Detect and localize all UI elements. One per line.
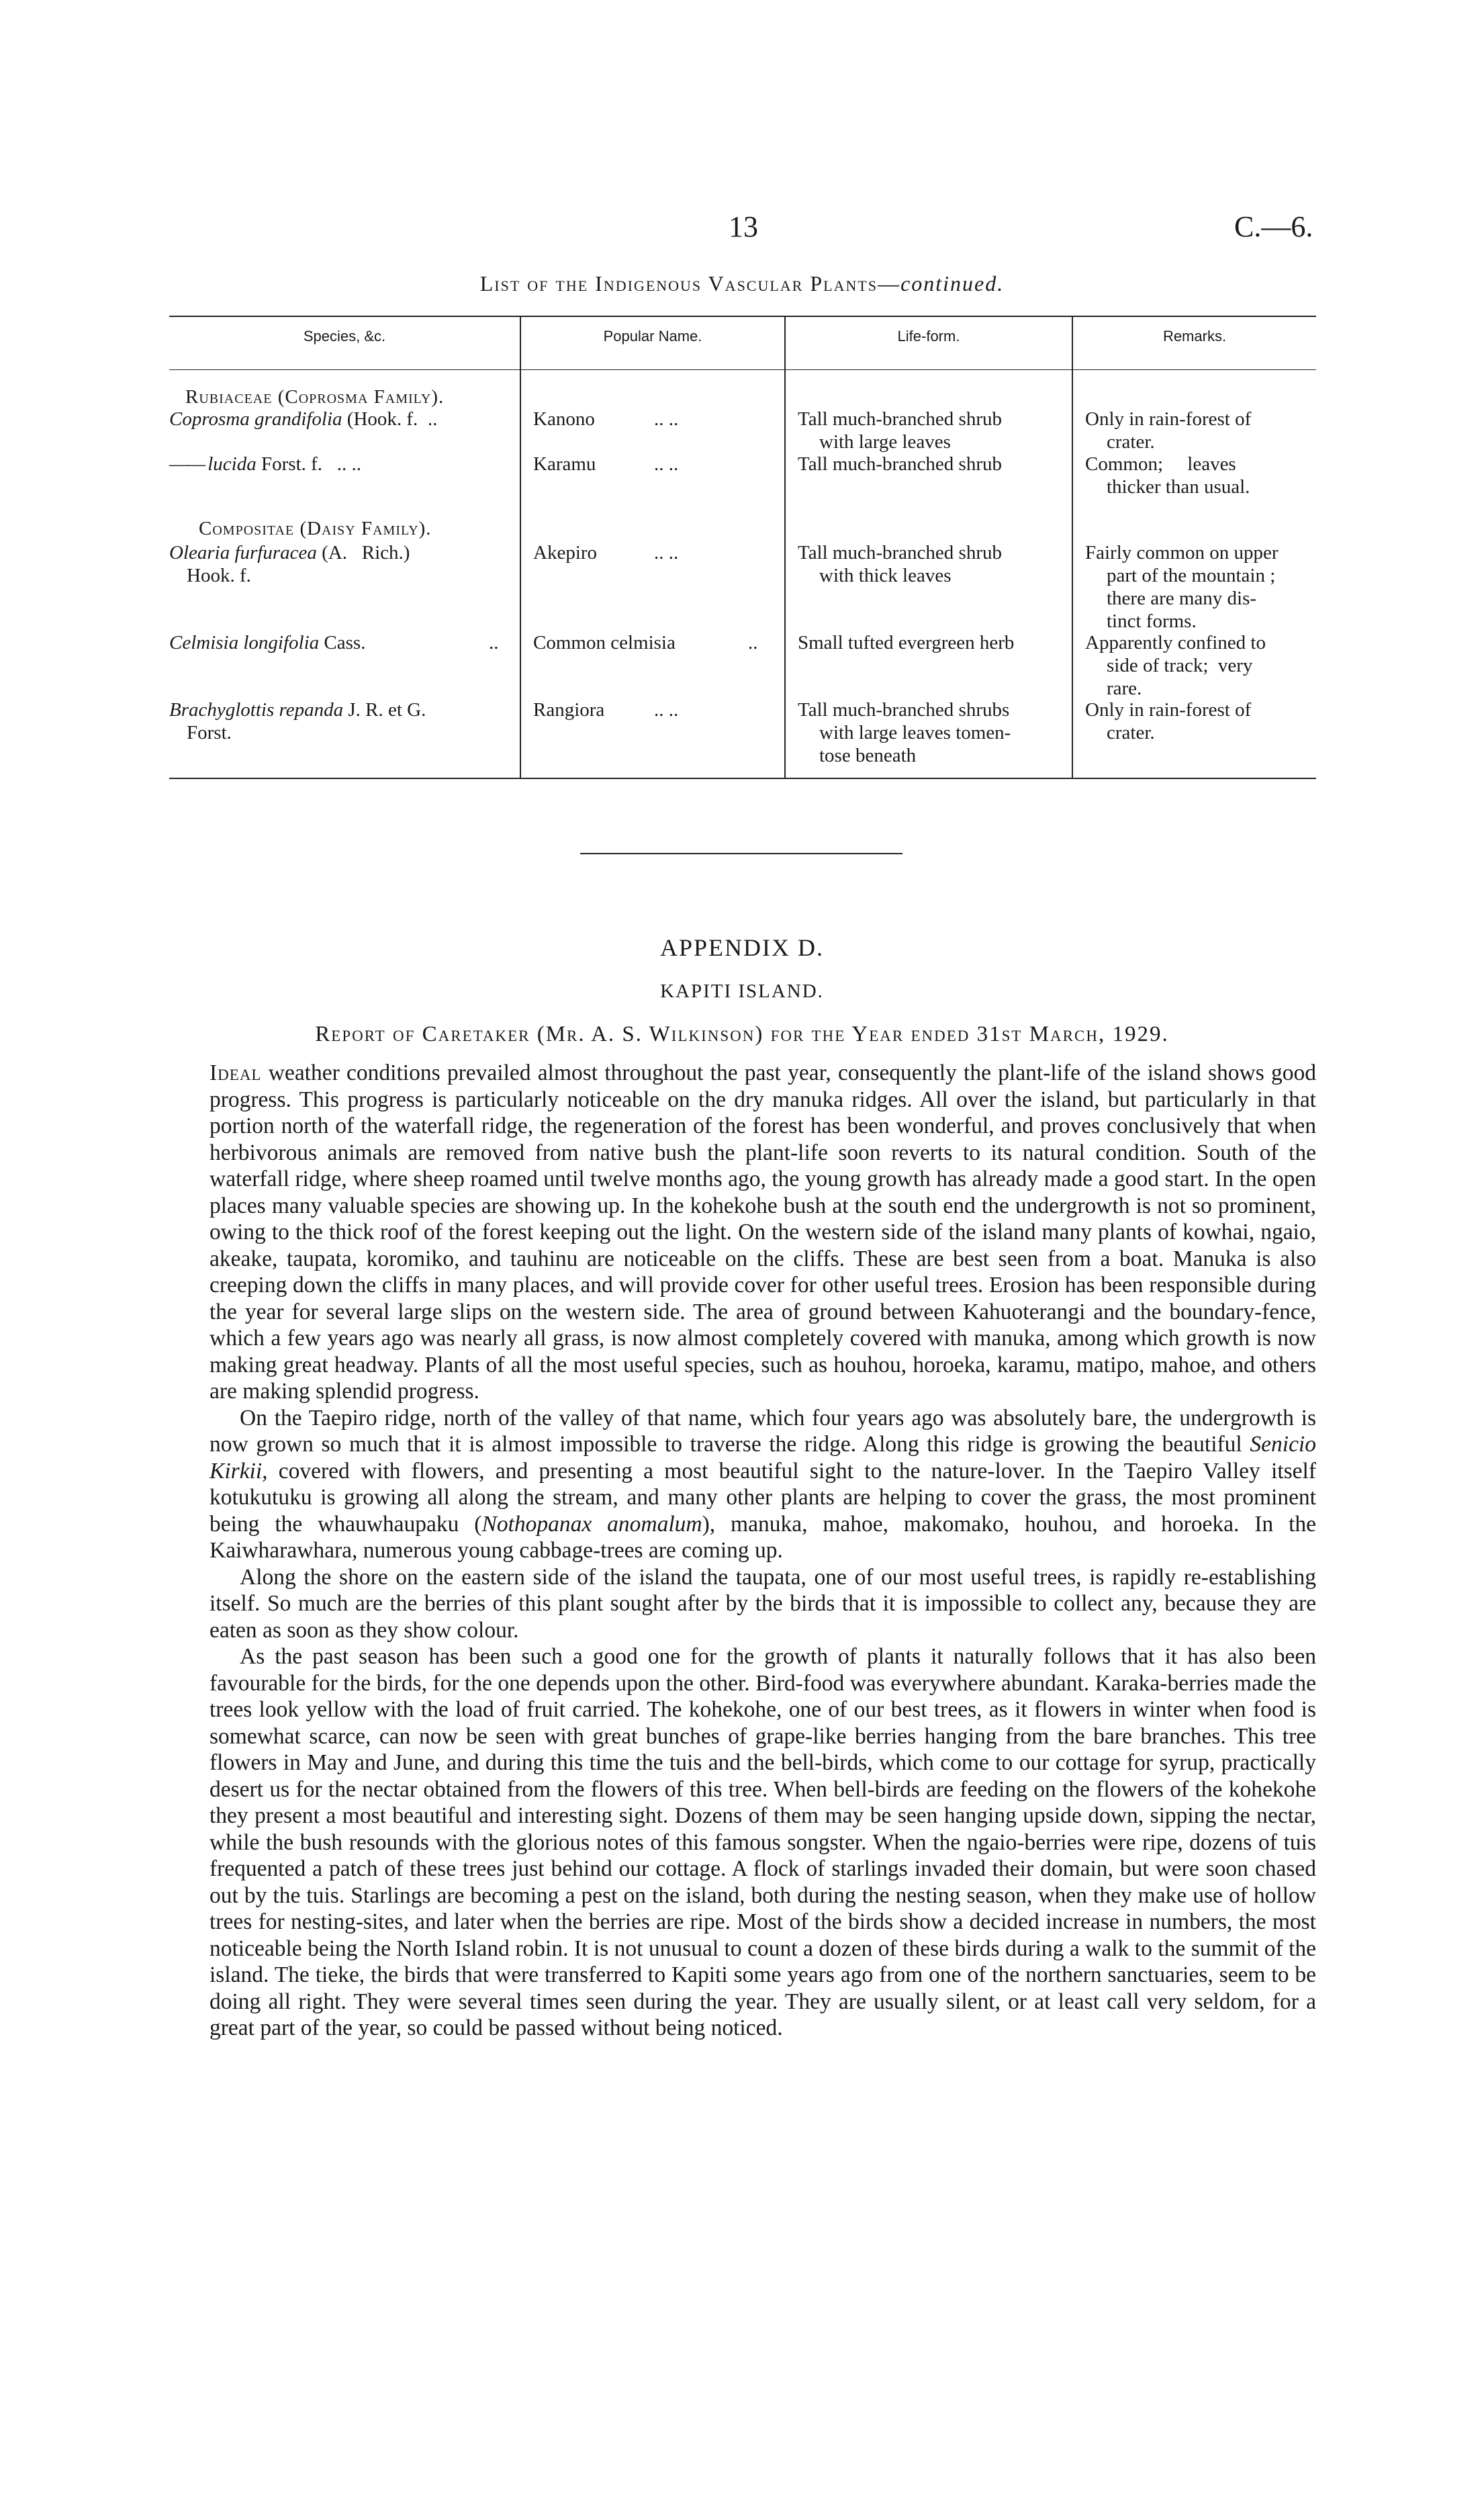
life-form-line: Tall much-branched shrub	[798, 453, 1002, 475]
table-row	[169, 541, 520, 587]
species-authority: (A. Rich.)	[316, 542, 410, 563]
remarks	[1085, 698, 1316, 744]
life-form	[798, 408, 1066, 453]
remarks	[1085, 408, 1316, 453]
family-heading-compositae: Compositae (Daisy Family).	[199, 518, 432, 539]
report-body	[210, 1060, 1316, 2042]
species-italic: Senicio Kirkii,	[210, 1432, 1316, 1484]
species-italic: Nothopanax anomalum	[481, 1511, 702, 1537]
paragraph-lead: Ideal	[210, 1060, 262, 1085]
popular-name-text: Akepiro	[533, 542, 598, 563]
family-heading-rubiaceae: Rubiaceae (Coprosma Family).	[185, 386, 445, 408]
paragraph-text: weather conditions prevailed almost throughout the past year, consequently the plant-life of the island shows good progress. This progress is particularly noticeable on the dry manuka ridges. All over the island, but particularly in that portion north of the waterfall ridge, the regeneration of the forest has been wonderful, and proves conclusively that when herbivorous animals are removed from native bush the plant-life soon reverts to its natural condition. South of the waterfall ridge, where sheep roamed until twelve months ago, the young growth has already made a good start. In the open places many valuable species are showing up. In the kohekohe bush at the south end the undergrowth is not so prominent, owing to the thick roof of the forest keeping out the light. On the western side of the island many plants of kowhai, ngaio, akeake, taupata, koromiko, and tauhinu are noticeable on the cliffs. These are best seen from a boat. Manuka is also creeping down the cliffs in many places, and will provide cover for other useful trees. Erosion has been responsible during the year for several large slips on the western side. The area of ground between Kahuoterangi and the boundary-fence, which a few years ago was nearly all grass, is now almost completely covered with manuka, among which growth is now making great headway. Plants of all the most useful species, such as houhou, horoeka, karamu, matipo, mahoe, and others are making splendid progress.	[210, 1060, 1316, 1404]
paragraph-text: On the Taepiro ridge, north of the valley of that name, which four years ago was absolutely bare, the undergrowth is now grown so much that it is almost impossible to traverse the ridge. Along this ridge is growing the beautiful	[210, 1405, 1316, 1457]
species-name: lucida	[207, 453, 257, 475]
popular-name	[533, 631, 775, 654]
leader-dots: ..	[489, 632, 499, 653]
leader-dots: .. ..	[654, 542, 679, 563]
popular-name	[533, 541, 775, 564]
life-form	[798, 631, 1080, 654]
popular-name	[533, 698, 775, 721]
life-form	[798, 698, 1066, 767]
life-form-line: Tall much-branched shrubs	[798, 699, 1010, 721]
remarks	[1085, 631, 1316, 700]
life-form-line: Small tufted evergreen herb	[798, 632, 1015, 653]
paragraph: As the past season has been such a good one for the growth of plants it naturally follows that it has also been favourable for the birds, for the one depends upon the other. Bird-food was everywhere abundant. Karaka-berries made the trees look yellow with the load of fruit carried. The kohekohe, one of our best trees, as it flowers in winter when food is somewhat scarce, can now be seen with great bunches of grape-like berries hanging from the bare branches. This tree flowers in May and June, and during this time the tuis and the bell-birds, which come to our cottage for syrup, practically desert us for the nectar obtained from the flowers of this tree. When bell-birds are feeding on the flowers of the kohekohe they present a most beautiful and interesting sight. Dozens of them may be seen hanging upside down, sipping the nectar, while the bush resounds with the glorious notes of this famous songster. When the ngaio-berries were ripe, dozens of tuis frequented a patch of these trees just behind our cottage. A flock of starlings invaded their domain, but were soon chased out by the tuis. Starlings are becoming a pest on the island, both during the nesting season, when they make use of hollow trees for nesting-sites, and later when the berries are ripe. Most of the birds show a decided increase in numbers, the most noticeable being the North Island robin. It is not unusual to count a dozen of these birds during a walk to the summit of the island. The tieke, the birds that were transferred to Kapiti some years ago from one of the northern sanctuaries, seem to be doing all right. They were several times seen during the year. They are usually silent, or at least call very seldom, for a great part of the year, so could be passed without being noticed.	[210, 1644, 1316, 2040]
species-authority: Forst. f.	[256, 453, 323, 475]
remarks-line: Fairly common on upper	[1085, 542, 1279, 563]
life-form-line: tose beneath	[819, 745, 917, 766]
species-name: Coprosma grandifolia	[169, 408, 342, 430]
leader-dots: .. ..	[654, 699, 679, 721]
remarks-line: Apparently confined to	[1085, 632, 1266, 653]
column-header-remarks: Remarks.	[1162, 328, 1227, 345]
table-title-continued: continued.	[900, 271, 1005, 296]
life-form	[798, 541, 1066, 587]
life-form-line: with large leaves	[819, 431, 951, 453]
species-authority: J. R. et G.	[343, 699, 426, 721]
appendix-title: APPENDIX D.	[659, 934, 824, 961]
species-name: Brachyglottis repanda	[169, 699, 344, 721]
column-divider-1	[520, 316, 521, 779]
section-separator	[580, 853, 902, 854]
ditto-dash: ——	[169, 453, 203, 475]
table-title-main: List of the Indigenous Vascular Plants—	[479, 271, 901, 296]
popular-name-text: Rangiora	[533, 699, 605, 721]
life-form-line: with large leaves tomen-	[819, 722, 1011, 743]
document-reference: C.—6.	[1234, 210, 1313, 243]
life-form-line: Tall much-branched shrub	[798, 408, 1002, 430]
table-row	[169, 698, 520, 744]
remarks-line: crater.	[1107, 431, 1155, 453]
table-row	[169, 631, 520, 654]
remarks-line: thicker than usual.	[1107, 476, 1250, 498]
life-form	[798, 453, 1066, 475]
remarks-line: rare.	[1107, 678, 1142, 699]
life-form-line: Tall much-branched shrub	[798, 542, 1002, 563]
column-divider-3	[1072, 316, 1073, 779]
column-divider-2	[784, 316, 786, 779]
species-authority: Cass.	[319, 632, 366, 653]
remarks-line: crater.	[1107, 722, 1155, 743]
report-heading: Report of Caretaker (Mr. A. S. Wilkinson) for the Year ended 31st March, 1929.	[315, 1022, 1169, 1046]
leader-dots: .. ..	[654, 453, 679, 475]
remarks-line: Only in rain-forest of	[1085, 699, 1252, 721]
paragraph	[210, 1405, 1316, 1564]
table-header-rule	[169, 369, 1316, 370]
remarks-line: side of track; very	[1107, 655, 1253, 676]
popular-name	[533, 453, 775, 475]
species-name: Olearia furfuracea	[169, 542, 317, 563]
remarks-line: part of the mountain ;	[1107, 565, 1276, 586]
paragraph	[210, 1060, 1316, 1405]
species-authority: (Hook. f.	[342, 408, 418, 430]
table-top-rule	[169, 316, 1316, 317]
popular-name	[533, 408, 775, 430]
species-authority-cont: Forst.	[187, 722, 232, 743]
column-header-popular-name: Popular Name.	[603, 328, 702, 345]
remarks	[1085, 541, 1316, 633]
popular-name-text: Common celmisia	[533, 632, 676, 653]
column-header-life-form: Life-form.	[897, 328, 960, 345]
paragraph: Along the shore on the eastern side of the island the taupata, one of our most useful trees, is rapidly re-establishing itself. So much are the berries of this plant sought after by the birds that it is impossible to collect any, because they are eaten as soon as they show colour.	[210, 1564, 1316, 1643]
paragraph-text: ), manuka, mahoe, makomako, houhou, and horoeka. In the Kaiwharawhara, numerous young cabbage-trees are coming up.	[210, 1511, 1316, 1563]
remarks-line: Common; leaves	[1085, 453, 1236, 475]
table-bottom-rule	[169, 778, 1316, 779]
appendix-subtitle: KAPITI ISLAND.	[660, 981, 824, 1002]
species-authority-cont: Hook. f.	[187, 565, 251, 586]
leader-dots: ..	[748, 632, 758, 653]
life-form-line: with thick leaves	[819, 565, 952, 586]
remarks-line: there are many dis-	[1107, 588, 1257, 609]
page-number: 13	[729, 210, 758, 243]
remarks	[1085, 453, 1316, 498]
table-title	[0, 271, 1484, 296]
remarks-line: tinct forms.	[1107, 610, 1197, 632]
remarks-line: Only in rain-forest of	[1085, 408, 1252, 430]
popular-name-text: Karamu	[533, 453, 596, 475]
popular-name-text: Kanono	[533, 408, 595, 430]
species-name: Celmisia longifolia	[169, 632, 320, 653]
leader-dots: .. ..	[654, 408, 679, 430]
table-row	[169, 453, 520, 475]
leader-dots: ..	[427, 408, 438, 430]
table-row	[169, 408, 520, 430]
paragraph-text: covered with flowers, and presenting a most beautiful sight to the nature-lover. In the Taepiro Valley itself kotukutuku is growing all along the stream, and many other plants are helping to cover the grass, the most prominent being the whauwhaupaku (	[210, 1458, 1316, 1537]
leader-dots: .. ..	[336, 453, 362, 475]
column-header-species: Species, &c.	[303, 328, 386, 345]
